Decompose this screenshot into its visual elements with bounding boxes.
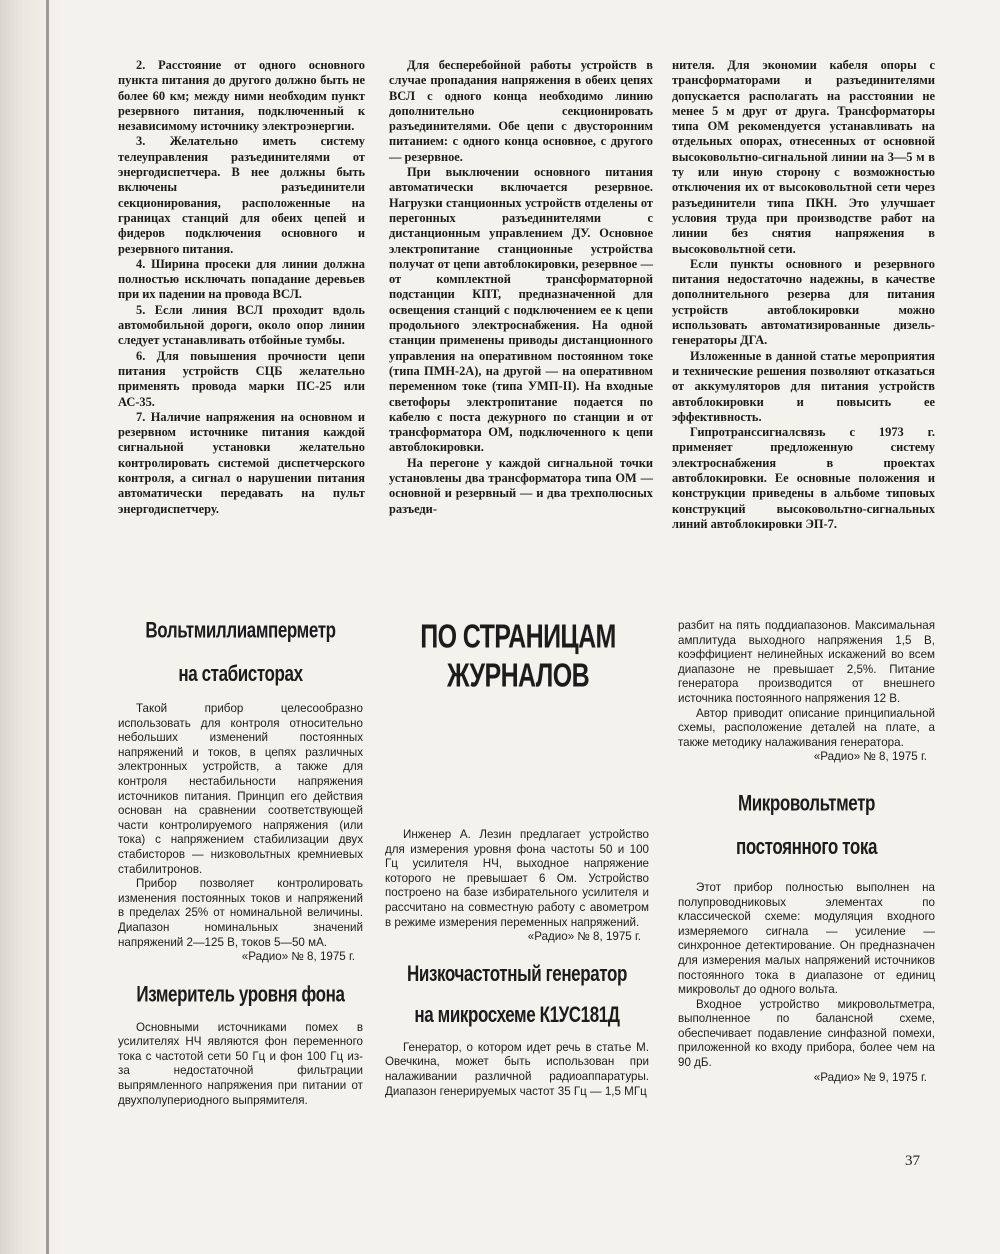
title-line: постоянного тока [736, 834, 877, 860]
paragraph: Этот прибор полностью выполнен на полупроводниковых элементах по классической схеме: модуляция входного измеряемого сигнала — усиление — синхронное детектирование. Он предназначен для измерения малых напряжений источников постоянного тока в диапазоне от единиц микровольт до одного вольта. [678, 880, 935, 997]
paragraph: 6. Для повышения прочности цепи питания устройств СЦБ желательно применять провода марки ПС-25 или АС-35. [118, 348, 365, 409]
article-title-generator [385, 961, 649, 1028]
paragraph: разбит на пять поддиапазонов. Максимальная амплитуда выходного напряжения 1,5 В, коэффициент нелинейных искажений во всем диапазоне не превышает 2,5%. Питание генератора производится от внешнего источника постоянного напряжения 12 В. [678, 619, 935, 705]
upper-column-2 [389, 58, 653, 517]
section-title: ПО СТРАНИЦАМ ЖУРНАЛОВ [420, 617, 616, 695]
title-line: на стабисторах [178, 661, 303, 687]
title-line: Измеритель уровня фона [136, 981, 345, 1007]
lower-column-2 [385, 828, 649, 1099]
paragraph: 7. Наличие напряжения на основном и резервном источнике питания каждой сигнальной установки желательно контролировать системой диспетчерского контроля, а сигнал о нарушении питания автоматически передавать на пульт энергодиспетчеру. [118, 409, 365, 516]
title-line: Микровольтметр [737, 791, 876, 816]
upper-column-3 [672, 58, 935, 532]
paragraph: Основными источниками помех в усилителях НЧ являются фон переменного тока с частотой сети 50 Гц и фон 100 Гц из-за недостаточной фильтрации выпрямленного напряжения при питании от двухполупериодного выпрямителя. [118, 1020, 363, 1107]
citation: «Радио» № 8, 1975 г. [241, 950, 355, 964]
paragraph: При выключении основного питания автоматически включается резервное. Нагрузки станционных устройств отделены от перегонных разъединителями с дистанционным управлением ДУ. Основное электропитание станционные устройства получат от цепи автоблокировки, резервное — от комплектной трансформаторной подстанции КПТ, предназначенной для освещения станций с подключением ее к цепи продольного электроснабжения. На одной станции применены приводы дистанционного управления на оперативном постоянном токе (типа ПМН-2А), на другой — на оперативном переменном токе (типа УМП-II). На входные светофоры электропитание подается по кабелю с поста дежурного по станции и от трансформатора ОМ, подключенного к цепи автоблокировки. [389, 165, 653, 455]
binding-shadow [0, 0, 60, 1254]
title-line: Вольтмиллиамперметр [145, 618, 336, 643]
article-title-hum-meter [118, 982, 363, 1008]
paragraph: Инженер А. Лезин предлагает устройство для измерения уровня фона частоты 50 и 100 Гц усилителя НЧ, выходное напряжение которого не превышает 6 Ом. Устройство построено на базе избирательного усилителя и рассчитано на совместную работу с авометром в режиме измерения переменных напряжений. [385, 828, 649, 929]
paragraph: На перегоне у каждой сигнальной точки установлены два трансформатора типа ОМ — основной и резервный — и два трехполюсных разъеди- [389, 455, 653, 516]
page-number: 37 [905, 1153, 920, 1169]
upper-column-1 [118, 58, 365, 517]
paragraph: Если пункты основного и резервного питания недостаточно надежны, в качестве дополнительного резерва для питания устройств автоблокировки можно использовать автоматизированные дизель-генераторы ДГА. [672, 256, 935, 348]
paragraph: Для бесперебойной работы устройств в случае пропадания напряжения в обеих цепях ВСЛ с одного конца необходимо линию дополнительно секционировать разъединителями. Обе цепи с двусторонним питанием: с одного конца основное, с другого — резервное. [389, 58, 653, 164]
paragraph: 3. Желательно иметь систему телеуправления разъединителями от энергодиспетчера. В нее должны быть включены разъединители секционирования, расположенные на границах станций для обеих цепей и фидеров подключения основного и резервного питания. [118, 134, 365, 256]
paragraph: нителя. Для экономии кабеля опоры с трансформаторами и разъединителями допускается располагать на расстоянии не менее 5 м друг от друга. Трансформаторы типа ОМ рекомендуется устанавливать на отдельных опорах, отнесенных от основной высоковольтно-сигнальной линии на 3—5 м в ту или иную сторону с возможностью отключения их от высоковольтной сети через разъединители типа ПКН. Это улучшает условия труда при производстве работ на линии без снятия напряжения в высоковольтной сети. [672, 58, 935, 256]
lower-column-1 [118, 618, 363, 1108]
binding-edge [46, 0, 49, 1254]
article-title-microvoltmeter [678, 791, 935, 860]
paragraph: Генератор, о котором идет речь в статье М. Овечкина, может быть использован при налаживании различной радиоаппаратуры. Диапазон генерируемых частот 35 Гц — 1,5 МГц [385, 1040, 649, 1098]
paragraph: 5. Если линия ВСЛ проходит вдоль автомобильной дороги, около опор линии следует устанавливать отбойные тумбы. [118, 302, 365, 348]
paragraph: Прибор позволяет контролировать изменения постоянных токов и напряжений в пределах 25% от номинальной величины. Диапазон номинальных значений напряжений 2—125 В, токов 5—50 мА. [118, 877, 363, 949]
paragraph: 2. Расстояние от одного основного пункта питания до другого должно быть не более 60 км; между ними необходим пункт резервного питания, подключенный к независимому источнику электроэнергии. [118, 58, 365, 134]
paragraph: Автор приводит описание принципиальной схемы, расположение деталей на плате, а также методику налаживания генератора. [678, 706, 935, 749]
article-title-voltmeter [118, 618, 363, 687]
lower-column-3 [678, 619, 935, 1085]
paragraph: Такой прибор целесообразно использовать для контроля относительно небольших изменений постоянных напряжений и токов, в цепях различных электронных устройств, а также для контроля нестабильности напряжения источников питания. Принцип его действия основан на сравнении соответствующей части контролируемого напряжения (или тока) с напряжением стабилизации двух стабисторов — низковольтных кремниевых стабилитронов. [118, 702, 363, 876]
title-line: на микросхеме К1УС181Д [414, 1002, 620, 1027]
paragraph: Изложенные в данной статье мероприятия и технические решения позволяют отказаться от аккумуляторов для питания устройств автоблокировки и повысить ее эффективность. [672, 348, 935, 424]
citation: «Радио» № 8, 1975 г. [527, 930, 641, 944]
citation: «Радио» № 9, 1975 г. [813, 1070, 927, 1084]
citation: «Радио» № 8, 1975 г. [813, 750, 927, 764]
title-line: Низкочастотный генератор [407, 961, 627, 986]
paragraph: Входное устройство микровольтметра, выполненное по балансной схеме, обеспечивает подавление синфазной помехи, приложенной ко входу прибора, более чем на 90 дБ. [678, 997, 935, 1070]
paragraph: 4. Ширина просеки для линии должна полностью исключать попадание деревьев при их падении на провода ВСЛ. [118, 256, 365, 302]
paragraph: Гипротранссигналсвязь с 1973 г. применяет предложенную систему электроснабжения в проектах автоблокировки. Ее основные положения и конструкции приведены в альбоме типовых конструкций высоковольтно-сигнальных линий автоблокировки ЭП-7. [672, 425, 935, 531]
